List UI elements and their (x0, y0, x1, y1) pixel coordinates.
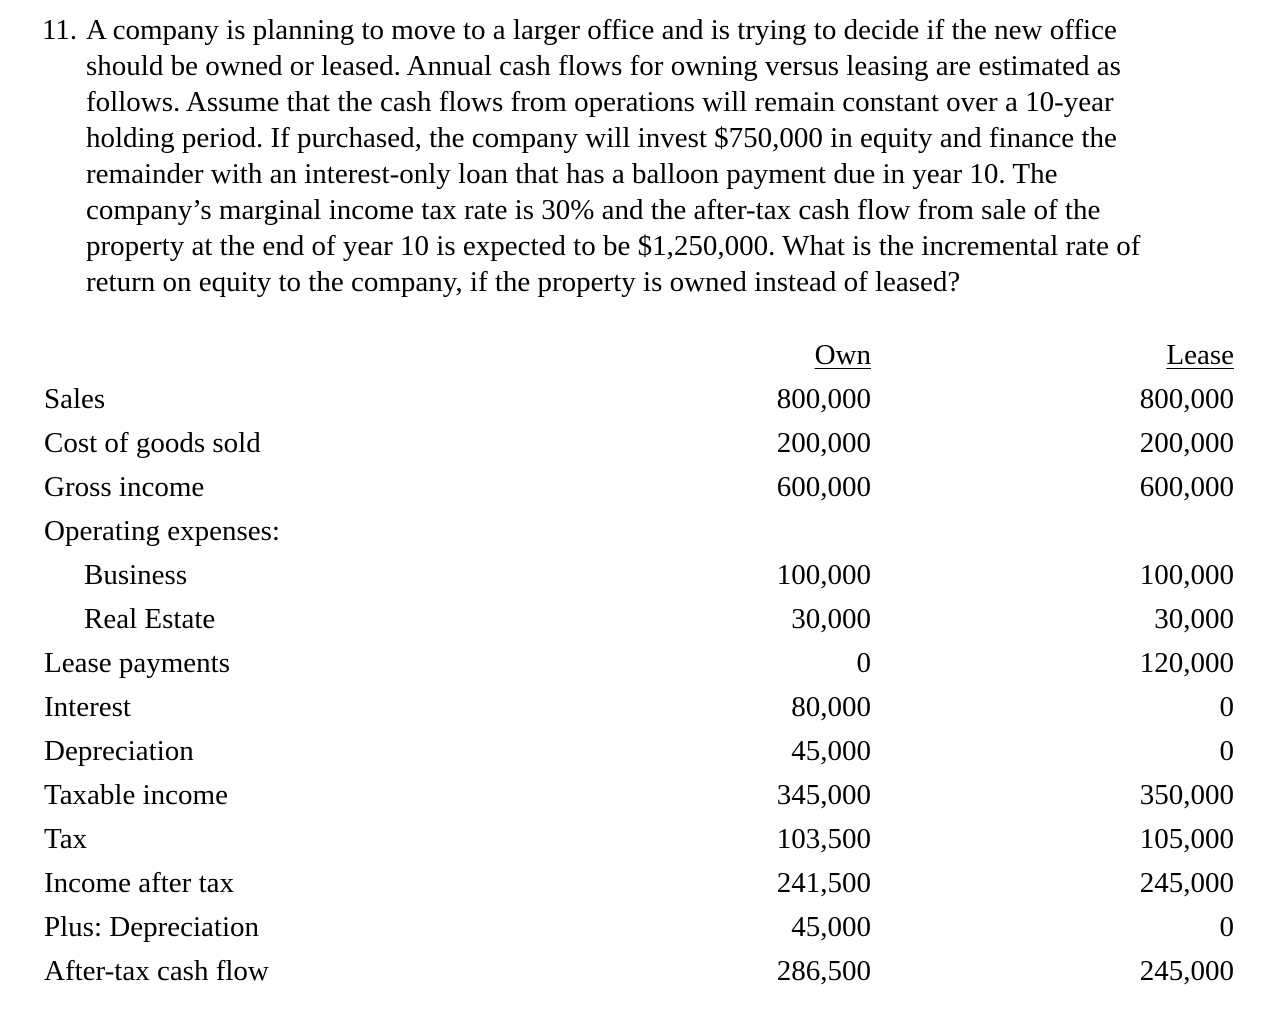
lease-column-header: Lease (1166, 339, 1234, 371)
lease-value: 245,000 (1139, 867, 1234, 899)
row-label: Depreciation (44, 735, 194, 767)
lease-value: 800,000 (1139, 383, 1234, 415)
lease-value: 120,000 (1139, 647, 1234, 679)
row-label: Business (84, 559, 188, 591)
own-value: 600,000 (776, 471, 871, 503)
row-label: Operating expenses: (44, 515, 280, 547)
table-header-row (0, 337, 1280, 381)
lease-value: 105,000 (1139, 823, 1234, 855)
own-value: 345,000 (776, 779, 871, 811)
own-value: 286,500 (776, 955, 871, 987)
row-label: Sales (44, 383, 106, 415)
question-line: company’s marginal income tax rate is 30% and the after-tax cash flow from sale of the (86, 194, 1101, 226)
own-value: 100,000 (776, 559, 871, 591)
row-label: Lease payments (44, 647, 231, 679)
lease-value: 245,000 (1139, 955, 1234, 987)
question-paragraph (42, 12, 1242, 300)
question-line: remainder with an interest-only loan that has a balloon payment due in year 10. The (86, 158, 1058, 190)
table-row (0, 381, 1280, 425)
own-value: 80,000 (791, 691, 871, 723)
table-row (0, 953, 1280, 997)
question-number: 11. (42, 14, 78, 46)
own-value: 241,500 (776, 867, 871, 899)
lease-value: 100,000 (1139, 559, 1234, 591)
row-label: Taxable income (44, 779, 228, 811)
own-value: 800,000 (776, 383, 871, 415)
table-row (0, 601, 1280, 645)
own-value: 45,000 (791, 735, 871, 767)
table-row (0, 865, 1280, 909)
lease-value: 600,000 (1139, 471, 1234, 503)
row-label: Cost of goods sold (44, 427, 261, 459)
table-row (0, 689, 1280, 733)
cash-flow-table (0, 337, 1280, 997)
table-row (0, 645, 1280, 689)
own-value: 103,500 (776, 823, 871, 855)
question-line: follows. Assume that the cash flows from operations will remain constant over a 10-year (86, 86, 1114, 118)
table-row (0, 821, 1280, 865)
table-row (0, 425, 1280, 469)
question-line: A company is planning to move to a larger office and is trying to decide if the new office (86, 14, 1117, 46)
row-label: Tax (44, 823, 88, 855)
row-label: Income after tax (44, 867, 235, 899)
question-line: holding period. If purchased, the company will invest $750,000 in equity and finance the (86, 122, 1117, 154)
question-line: property at the end of year 10 is expected to be $1,250,000. What is the incremental rate of (86, 230, 1141, 262)
own-column-header: Own (814, 339, 871, 371)
lease-value: 0 (1219, 735, 1234, 767)
table-row (0, 909, 1280, 953)
table-row (0, 777, 1280, 821)
table-row (0, 733, 1280, 777)
question-text (86, 12, 1242, 300)
row-label: After-tax cash flow (44, 955, 269, 987)
own-value: 45,000 (791, 911, 871, 943)
lease-value: 30,000 (1154, 603, 1234, 635)
own-value: 0 (856, 647, 871, 679)
table-row (0, 557, 1280, 601)
row-label: Plus: Depreciation (44, 911, 260, 943)
row-label: Gross income (44, 471, 205, 503)
table-body (0, 381, 1280, 997)
row-label: Interest (44, 691, 131, 723)
question-line: return on equity to the company, if the property is owned instead of leased? (86, 266, 961, 298)
lease-value: 0 (1219, 691, 1234, 723)
table-row (0, 513, 1280, 557)
own-value: 200,000 (776, 427, 871, 459)
lease-value: 350,000 (1139, 779, 1234, 811)
own-value: 30,000 (791, 603, 871, 635)
row-label: Real Estate (84, 603, 216, 635)
question-line: should be owned or leased. Annual cash flows for owning versus leasing are estimated as (86, 50, 1121, 82)
lease-value: 0 (1219, 911, 1234, 943)
lease-value: 200,000 (1139, 427, 1234, 459)
table-row (0, 469, 1280, 513)
